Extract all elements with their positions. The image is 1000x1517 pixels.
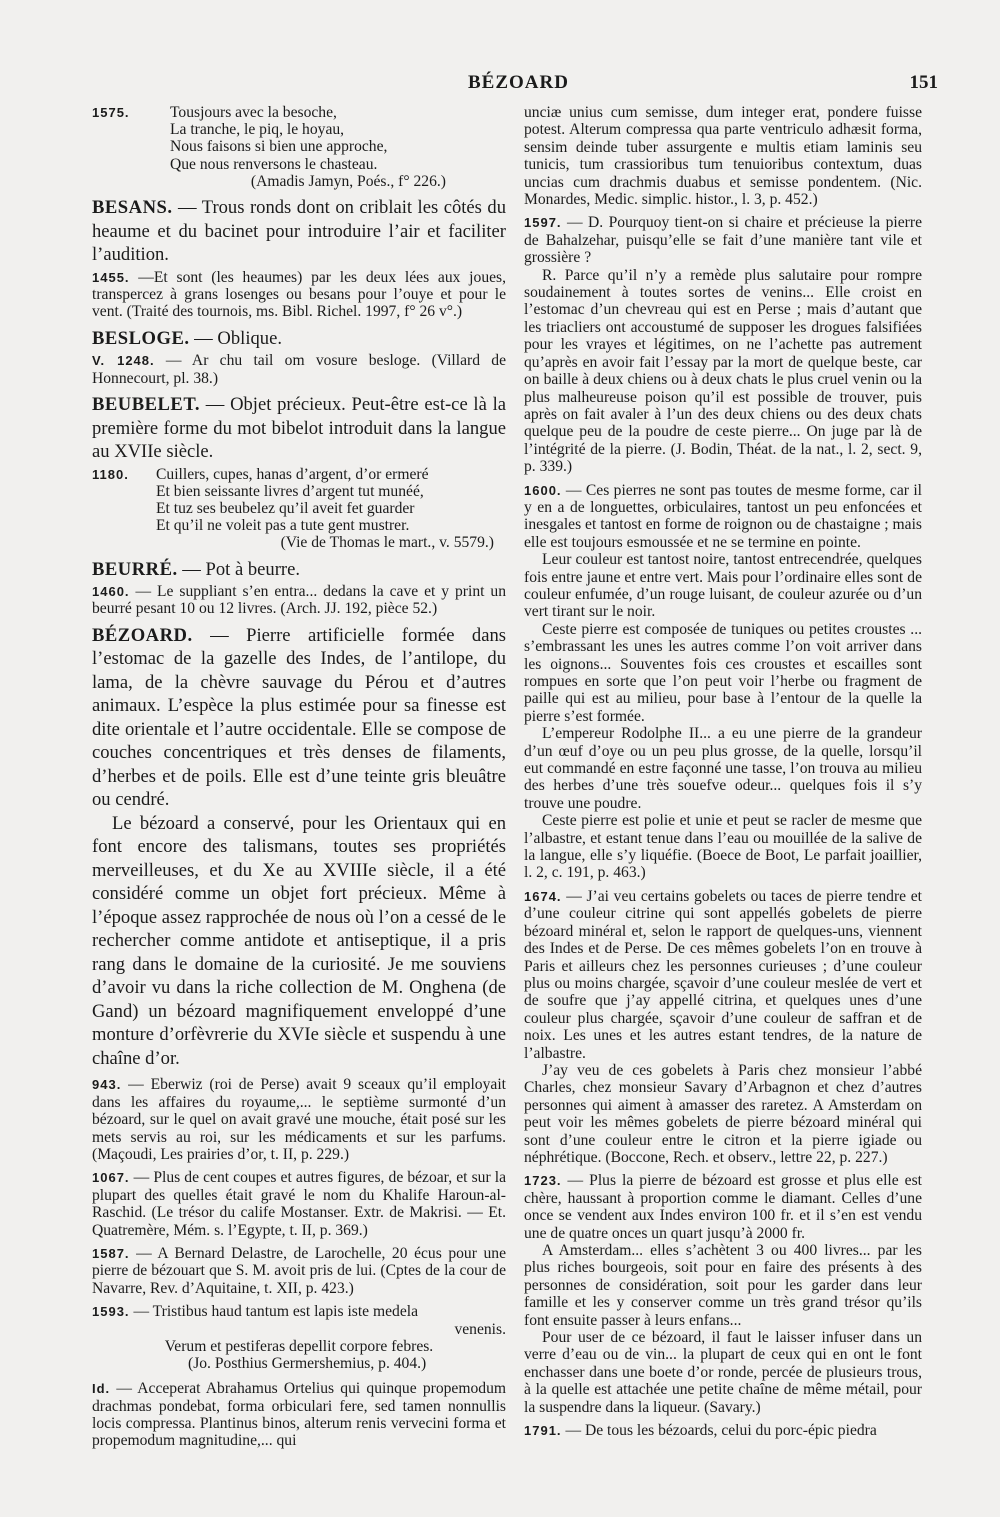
quote-text: — Ces pierres ne sont pas toutes de mesme forme, car il y en a de longuettes, orbiculaires, tantost un peu enfoncées et inesgales et tantost en forme de roignon ou de chastaigne ; mais elle est toujours esmoussée et ne se termine en pointe. [524,481,922,551]
quote-1674-paragraph: J’ay veu de ces gobelets à Paris chez monsieur l’abbé Charles, chez monsieur Savary d’Arbagnon et chez d’autres personnes qui aiment à amasser des raretez. A Amsterdam on peut voir les mêmes gobelets de pierre bézoard minéral qui sont d’une couleur entre le citron et la pierre igiade ou néphrétique. (Boccone, Rech. et observ., lettre 22, p. 227.) [524,1061,922,1166]
entry-besloge [92,327,506,351]
citation: (Amadis Jamyn, Poés., f° 226.) [250,172,446,190]
headword: BESANS. [92,197,173,219]
quote-943 [92,1076,506,1163]
date-label: 943. [92,1077,122,1093]
date-label: 1723. [524,1173,562,1189]
quote-1067 [92,1169,506,1239]
entry-beurre [92,558,506,582]
date-label: 1587. [92,1246,130,1262]
quote-1600-paragraph: Ceste pierre est polie et unie et peut se racler de mesme que l’albastre, et estant tenue dans l’eau ou mouillée de la salive de la langue, elle s’y liquéfie. (Boece de Boot, Le parfait joaillier, l. 2, c. 191, p. 463.) [524,812,922,882]
quote-text: —Et sont (les heaumes) par les deux lées aux joues, transpercez à grans losenges ou besans pour l’ouye et pour le vent. (Traité des tournois, ms. Bibl. Richel. 1997, f° 26 v°.) [92,268,506,321]
verse-quote-1180 [92,466,506,552]
quote-id [92,1380,506,1450]
verse-line: Que nous renversons le chasteau. [170,155,378,173]
quote-text: — A Bernard Delastre, de Larochelle, 20 écus pour une pierre de bézouart que S. M. avoit pris de lui. (Cptes de la cour de Navarre, Rev. d’Aquitaine, t. XII, p. 423.) [92,1245,506,1297]
quote-1791 [524,1422,922,1439]
quote-1460 [92,583,506,618]
running-title: BÉZOARD [468,72,569,93]
definition: — Pot à beurre. [177,558,301,580]
quote-1723-paragraph: Pour user de ce bézoard, il faut le laisser infuser dans un verre d’eau ou de vin... la plupart de ceux qui en ont le font enchasser dans une boete d’or ronde, percée de plusieurs trous, à la quelle est attachée une petite chaîne de même métail, pour la suspendre dans la liqueur. (Savary.) [524,1329,922,1416]
date-label: 1067. [92,1170,130,1186]
quote-text: — D. Pourquoy tient-on si chaire et précieuse la pierre de Bahalzehar, puisqu’elle se fait d’une manière tant vile et grossière ? [524,214,922,267]
quote-1674 [524,888,922,1062]
verse-line: La tranche, le piq, le hoyau, [170,121,345,139]
date-label: 1791. [524,1423,562,1439]
verse-line: Et qu’il ne voleit pas a tute gent mustrer. [156,517,410,535]
quote-1248 [92,352,506,387]
date-label: 1597. [524,215,562,231]
verse-line: Nous faisons si bien une approche, [170,138,388,156]
quote-1597 [524,214,922,266]
quote-1593 [92,1303,506,1372]
quote-text: — Plus la pierre de bézoard est grosse et plus elle est chère, haussant à proportion comme le diamant. Celles d’une once se vendent aux Indes environ 100 fr. et il s’en est vendu une de quatre onces un quart jusqu’à 2000 fr. [524,1172,922,1242]
definition: — Trous ronds dont on criblait les côtés du heaume et du bacinet pour introduire l’air et faciliter l’audition. [92,197,506,266]
headword: BÉZOARD. [92,624,193,646]
verse-line: venenis. [454,1320,506,1338]
definition: — Oblique. [189,327,282,349]
verse-line: Tousjours avec la besoche, [170,104,337,121]
quote-1600-paragraph: Ceste pierre est composée de tuniques ou petites croustes ... s’embrassant les unes les autres comme l’on voit arriver dans les oignons... Souventes fois ces croustes et escailles sont rompues en sorte que l’on peut voir l’herbe ou fragment de paille qui est au milieu, pour base à l’entour de la quelle la pierre s’est formée. [524,620,922,725]
date-label: 1180. [92,466,129,482]
headword: BEURRÉ. [92,558,178,580]
verse-line: Verum et pestiferas depellit corpore febres. [164,1337,434,1355]
quote-1455 [92,269,506,321]
headword: BEUBELET. [92,394,201,416]
quote-1723-paragraph: A Amsterdam... elles s’achètent 3 ou 400 livres... par les plus riches bourgeois, soit pour en faire des présents à des personnes de considération, soit pour les garder dans leur famille et les y conserver comme un très grand trésor qu’ils font ensuite passer à leurs enfans... [524,1242,922,1329]
quote-text: — Plus de cent coupes et autres figures, de bézoar, et sur la plupart des quelles était gravé le nom du Khalife Haroun-al-Raschid. (Le trésor du calife Mostanser. Extr. de Makrisi. — Et. Quatremère, Mém. s. l’Egypte, t. II, p. 369.) [92,1169,506,1239]
running-head [0,72,1000,100]
quote-text: — Ar chu tail om vosure besloge. (Villard de Honnecourt, pl. 38.) [92,352,506,387]
definition: — Objet précieux. Peut-être est-ce là la première forme du mot bibelot introduit dans la langue au XVIIe siècle. [92,394,506,463]
verse-line: Cuillers, cupes, hanas d’argent, d’or ermeré [156,465,429,483]
quote-text: — Le suppliant s’en entra... dedans la cave et y print un beurré pesant 10 ou 12 livres. (Arch. JJ. 192, pièce 52.) [92,583,506,618]
right-column [524,104,922,1440]
definition: — Pierre artificielle formée dans l’estomac de la gazelle des Indes, de l’antilope, du lama, de la chèvre sauvage du Pérou et d’autres animaux. L’espèce la plus estimée pour sa finesse est dite orientale et l’autre occidentale. Elle se compose de couches concentriques et très denses de filaments, d’herbes et de poils. Elle est d’une teinte gris bleuâtre ou cendré. [92,624,506,811]
entry-besans [92,196,506,267]
verse-line: Et bien seissante livres d’argent tut munéé, [156,482,424,500]
date-label: Id. [92,1381,111,1397]
date-label: 1455. [92,269,130,285]
quote-text: — Acceperat Abrahamus Ortelius qui quinque propemodum drachmas pondebat, forma orbiculari fere, sed tamen nonnullis locis compressa. Plantinus binos, alterum renis vervecini forma et propemodum magnitudine,... qui [92,1380,506,1450]
quote-1597-answer: R. Parce qu’il n’y a remède plus salutaire pour rompre soudainement à toutes sortes de venins... Elle croist en l’estomac d’un chevreau qui est en Perse ; mais d’autant que les triacliers ont accoustumé de supposer les drogues falsifiées pour les vrayes et légitimes, on ne l’achette pas autrement qu’après en avoir fait l’essay par la mort de quelque beste, car on baille à deux chiens ou à deux chats le plus cruel venin ou la plus malheureuse poison qu’il est possible de trouver, puis après on fait avaler à l’un des deux chiens ou des deux chats quelque peu de la poudre de ceste pierre... On juge par là de l’intégrité de la pierre. (J. Bodin, Théat. de la nat., l. 2, sect. 9, p. 339.) [524,266,922,476]
quote-text: — J’ai veu certains gobelets ou taces de pierre tendre et d’une couleur citrine qui sont appellés gobelets de pierre bézoard minéral et, selon le rapport de quelques-uns, viennent des Indes et de Perse. De ces mêmes gobelets l’on en trouve à Paris et ailleurs chez les personnes curieuses ; d’une couleur plus ou moins chargée, sçavoir d’une couleur meslée de vert et de soufre que j’ay appellé citrina, et quelques unes d’une couleur plus chargée, sçavoir d’une couleur de saffran et de noix. Les unes et les autres estant tendres, de la nature de l’albastre. [524,887,922,1062]
headword: BESLOGE. [92,327,190,349]
citation: (Vie de Thomas le mart., v. 5579.) [280,534,494,552]
verse-line: Et tuz ses beubelez qu’il aveit fet guarder [156,499,415,517]
date-label: 1600. [524,482,562,498]
quote-text: — Tristibus haud tantum est lapis iste medela [129,1303,419,1321]
left-column [92,104,506,1450]
page-number: 151 [909,72,938,93]
quote-text: — Eberwiz (roi de Perse) avait 9 sceaux qu’il employait dans les affaires du royaume,... le septième surmonté d’un bézoard, sur le quel on avait gravé une mouche, était posé sur les mets servis au roi, sur les médicaments et sur les parfums. (Maçoudi, Les prairies d’or, t. II, p. 229.) [92,1076,506,1163]
quote-1723 [524,1172,922,1242]
quote-1600 [524,482,922,552]
quote-continuation: unciæ unius cum semisse, dum integer erat, pondere fuisse potest. Alterum compressa qua parte ventriculo adhæsit forma, sensim deinde tuber assurgente e multis etiam laminis seu tunicis, tum crassioribus tum tenuioribus contextum, duas uncias cum drachmis duabus et semisse pondentem. (Nic. Monardes, Medic. simplic. histor., l. 3, p. 452.) [524,104,922,209]
quote-1600-paragraph: L’empereur Rodolphe II... a eu une pierre de la grandeur d’un œuf d’oye ou un peu plus grosse, de la quelle, lorsqu’il eut commandé en estre façonné une tasse, l’on trouva au milieu des herbes d’une très souefve odeur... quelques fois il s’y trouve une poudre. [524,725,922,812]
date-label: 1575. [92,105,130,120]
date-label: 1460. [92,584,130,600]
citation: (Jo. Posthius Germershemius, p. 404.) [188,1355,427,1373]
date-label: V. 1248. [92,353,155,369]
entry-bezoard [92,624,506,812]
verse-quote-1575 [92,104,506,190]
date-label: 1674. [524,888,562,904]
entry-beubelet [92,393,506,464]
date-label: 1593. [92,1304,130,1320]
quote-1587 [92,1245,506,1297]
quote-text: — De tous les bézoards, celui du porc-épic piedra [561,1422,877,1440]
bezoard-paragraph-2: Le bézoard a conservé, pour les Orientaux qui en font encore des talismans, toutes ses propriétés merveilleuses, et du Xe au XVIIIe siècle, il a été considéré comme un objet fort précieux. Même à l’époque assez rapprochée de nous où l’on a cessé de le rechercher comme antidote et antiseptique, il a pris rang dans le domaine de la curiosité. Je me souviens d’avoir vu dans la riche collection de M. Onghena (de Gand) un bézoard magnifiquement enveloppé d’une monture d’orfèvrerie du XVIe siècle et suspendu à une chaîne d’or. [92,812,506,1069]
quote-1600-paragraph: Leur couleur est tantost noire, tantost entrecendrée, quelques fois entre jaune et entre vert. Mais pour l’ordinaire elles sont de couleur enfumée, d’un rouge luisant, de couleur azurée ou d’un vert tirant sur le noir. [524,551,922,621]
